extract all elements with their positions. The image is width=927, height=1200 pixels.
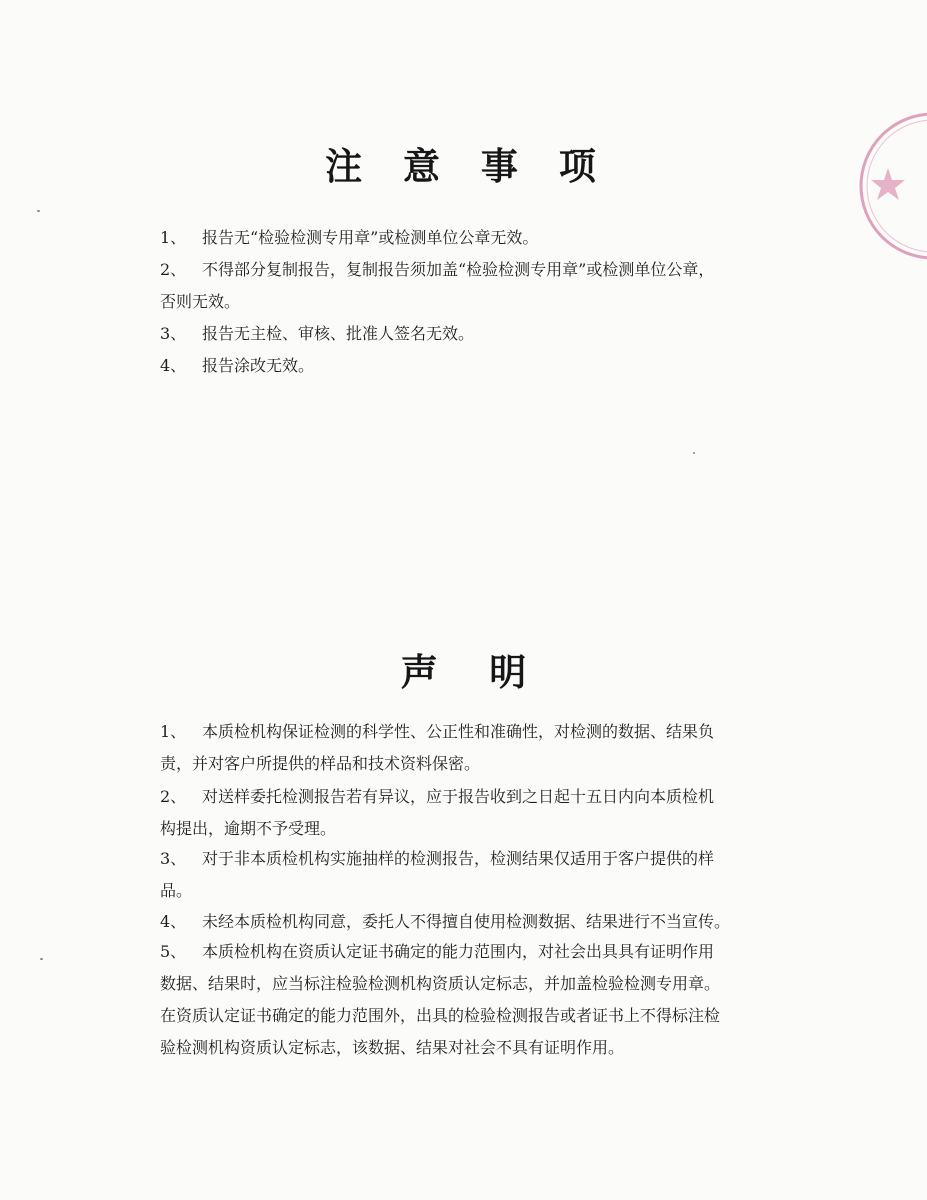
item-text: 对于非本质检机构实施抽样的检测报告，检测结果仅适用于客户提供的样 xyxy=(202,849,715,868)
notice-title: 注 意 事 项 xyxy=(325,144,610,188)
statement-item-4 xyxy=(160,906,780,938)
notice-item-2 xyxy=(160,254,780,318)
item-text: 报告无主检、审核、批准人签名无效。 xyxy=(202,324,475,343)
item-text-continued: 品。 xyxy=(160,881,193,900)
statement-item-2 xyxy=(160,781,780,845)
item-text-continued: 在资质认定证书确定的能力范围外，出具的检验检测报告或者证书上不得标注检 xyxy=(160,1006,721,1025)
item-text: 未经本质检机构同意，委托人不得擅自使用检测数据、结果进行不当宣传。 xyxy=(202,912,731,931)
item-text: 不得部分复制报告，复制报告须加盖“检验检测专用章”或检测单位公章， xyxy=(202,260,715,279)
item-number: 3、 xyxy=(160,324,187,343)
item-number: 4、 xyxy=(160,356,187,375)
official-stamp xyxy=(858,108,927,268)
statement-item-3 xyxy=(160,843,780,907)
notice-item-4 xyxy=(160,350,780,382)
item-number: 2、 xyxy=(160,260,187,279)
scan-speck xyxy=(40,958,43,960)
item-number: 1、 xyxy=(160,722,187,741)
item-text: 本质检机构在资质认定证书确定的能力范围内，对社会出具具有证明作用 xyxy=(202,942,715,961)
item-number: 1、 xyxy=(160,228,187,247)
scan-speck xyxy=(37,210,40,212)
item-number: 3、 xyxy=(160,849,187,868)
statement-item-1 xyxy=(160,716,780,780)
item-text-continued: 责，并对客户所提供的样品和技术资料保密。 xyxy=(160,754,481,773)
item-text-continued: 验检测机构资质认定标志，该数据、结果对社会不具有证明作用。 xyxy=(160,1038,625,1057)
item-text-continued: 否则无效。 xyxy=(160,292,241,311)
item-text: 对送样委托检测报告若有异议，应于报告收到之日起十五日内向本质检机 xyxy=(202,787,715,806)
notice-item-3 xyxy=(160,318,780,350)
item-number: 5、 xyxy=(160,942,187,961)
item-text-continued: 构提出，逾期不予受理。 xyxy=(160,819,337,838)
statement-title: 声 明 xyxy=(400,650,527,694)
item-number: 2、 xyxy=(160,787,187,806)
scan-speck xyxy=(693,452,695,454)
item-text-continued: 数据、结果时，应当标注检验检测机构资质认定标志，并加盖检验检测专用章。 xyxy=(160,974,721,993)
item-number: 4、 xyxy=(160,912,187,931)
statement-item-5 xyxy=(160,936,780,1064)
notice-item-1 xyxy=(160,222,780,254)
item-text: 本质检机构保证检测的科学性、公正性和准确性，对检测的数据、结果负 xyxy=(202,722,715,741)
item-text: 报告无“检验检测专用章”或检测单位公章无效。 xyxy=(202,228,539,247)
item-text: 报告涂改无效。 xyxy=(202,356,315,375)
stamp-seal-graphic xyxy=(858,108,927,268)
